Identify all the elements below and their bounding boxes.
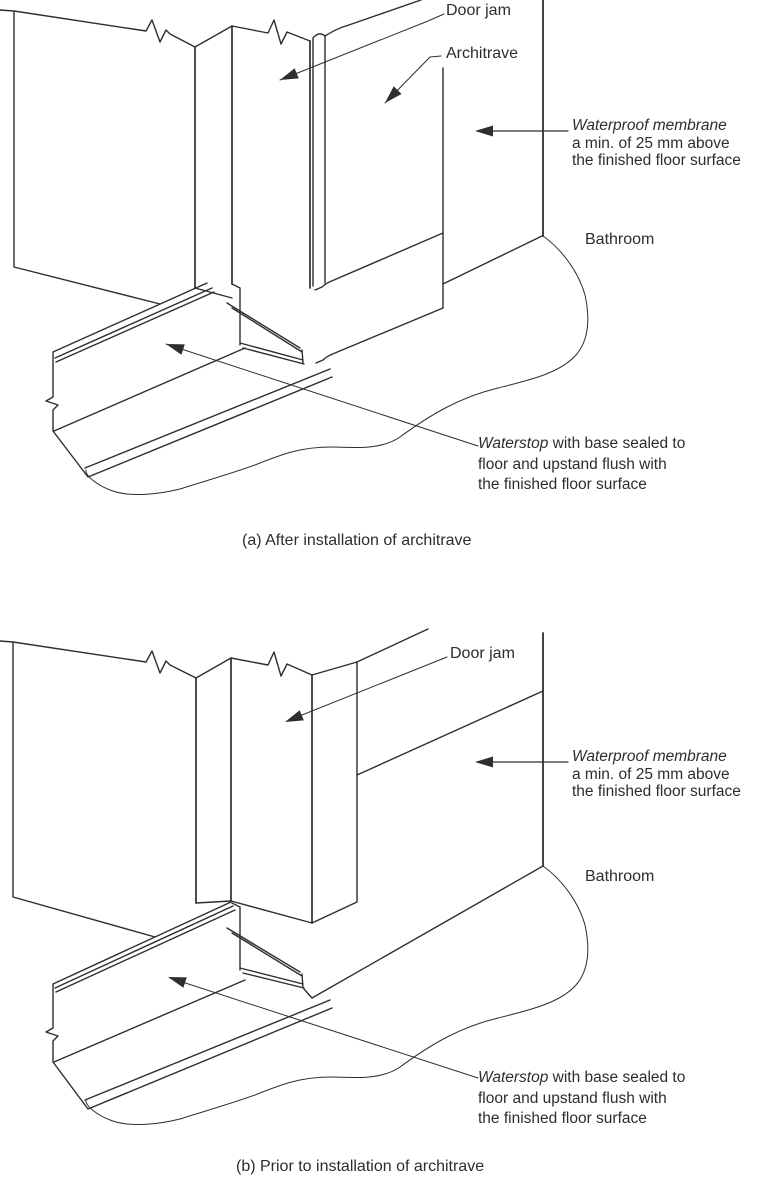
arrowhead-membrane-a (475, 126, 493, 137)
label-waterproof-membrane-a: Waterproof membrane a min. of 25 mm above the finished floor surface (572, 117, 741, 169)
waterstop-term-a: Waterstop (478, 435, 549, 452)
floor-line-b (304, 866, 543, 998)
panel-a-arrowheads (166, 68, 493, 355)
label-bathroom-b: Bathroom (585, 868, 655, 885)
caption-panel-a: (a) After installation of architrave (242, 532, 472, 549)
leader-waterstop-a (166, 344, 478, 446)
leader-waterstop-b (170, 978, 478, 1078)
label-waterstop-a: Waterstop with base sealed to floor and upstand flush with the finished floor surface (478, 435, 686, 493)
door-sill-b (227, 903, 304, 988)
jamb-reveal-b (312, 662, 357, 923)
waterstop-b (46, 902, 332, 1109)
leader-door-jam-b (287, 657, 447, 721)
waterstop-a (46, 283, 332, 477)
membrane-band-a (315, 233, 542, 363)
label-door-jam-b: Door jam (450, 645, 515, 662)
door-sill-a (227, 284, 304, 364)
door-jamb-b (196, 658, 312, 923)
membrane-term-a: Waterproof membrane (572, 117, 727, 134)
label-bathroom-a: Bathroom (585, 231, 655, 248)
arrowhead-waterstop-a (166, 344, 185, 355)
door-jamb-a (195, 26, 310, 288)
label-waterstop-b: Waterstop with base sealed to floor and upstand flush with the finished floor surface (478, 1069, 686, 1127)
arrowhead-waterstop-b (168, 977, 187, 988)
label-door-jam-a: Door jam (446, 2, 511, 19)
label-architrave-a: Architrave (446, 45, 519, 62)
leader-door-jam-a (280, 14, 444, 80)
waterstop-term-b: Waterstop (478, 1069, 549, 1086)
arrowhead-door-jam-b (285, 710, 304, 722)
arrowhead-door-jam-a (280, 68, 299, 80)
panel-b-arrowheads (168, 710, 493, 988)
architrave-a (313, 34, 325, 286)
wall-left-b (0, 641, 196, 937)
arrowhead-membrane-b (475, 757, 493, 768)
label-waterproof-membrane-b: Waterproof membrane a min. of 25 mm above the finished floor surface (572, 748, 741, 800)
membrane-term-b: Waterproof membrane (572, 748, 727, 765)
caption-panel-b: (b) Prior to installation of architrave (236, 1158, 485, 1175)
panel-b-linework (0, 629, 588, 1125)
wall-left-a (0, 10, 195, 304)
